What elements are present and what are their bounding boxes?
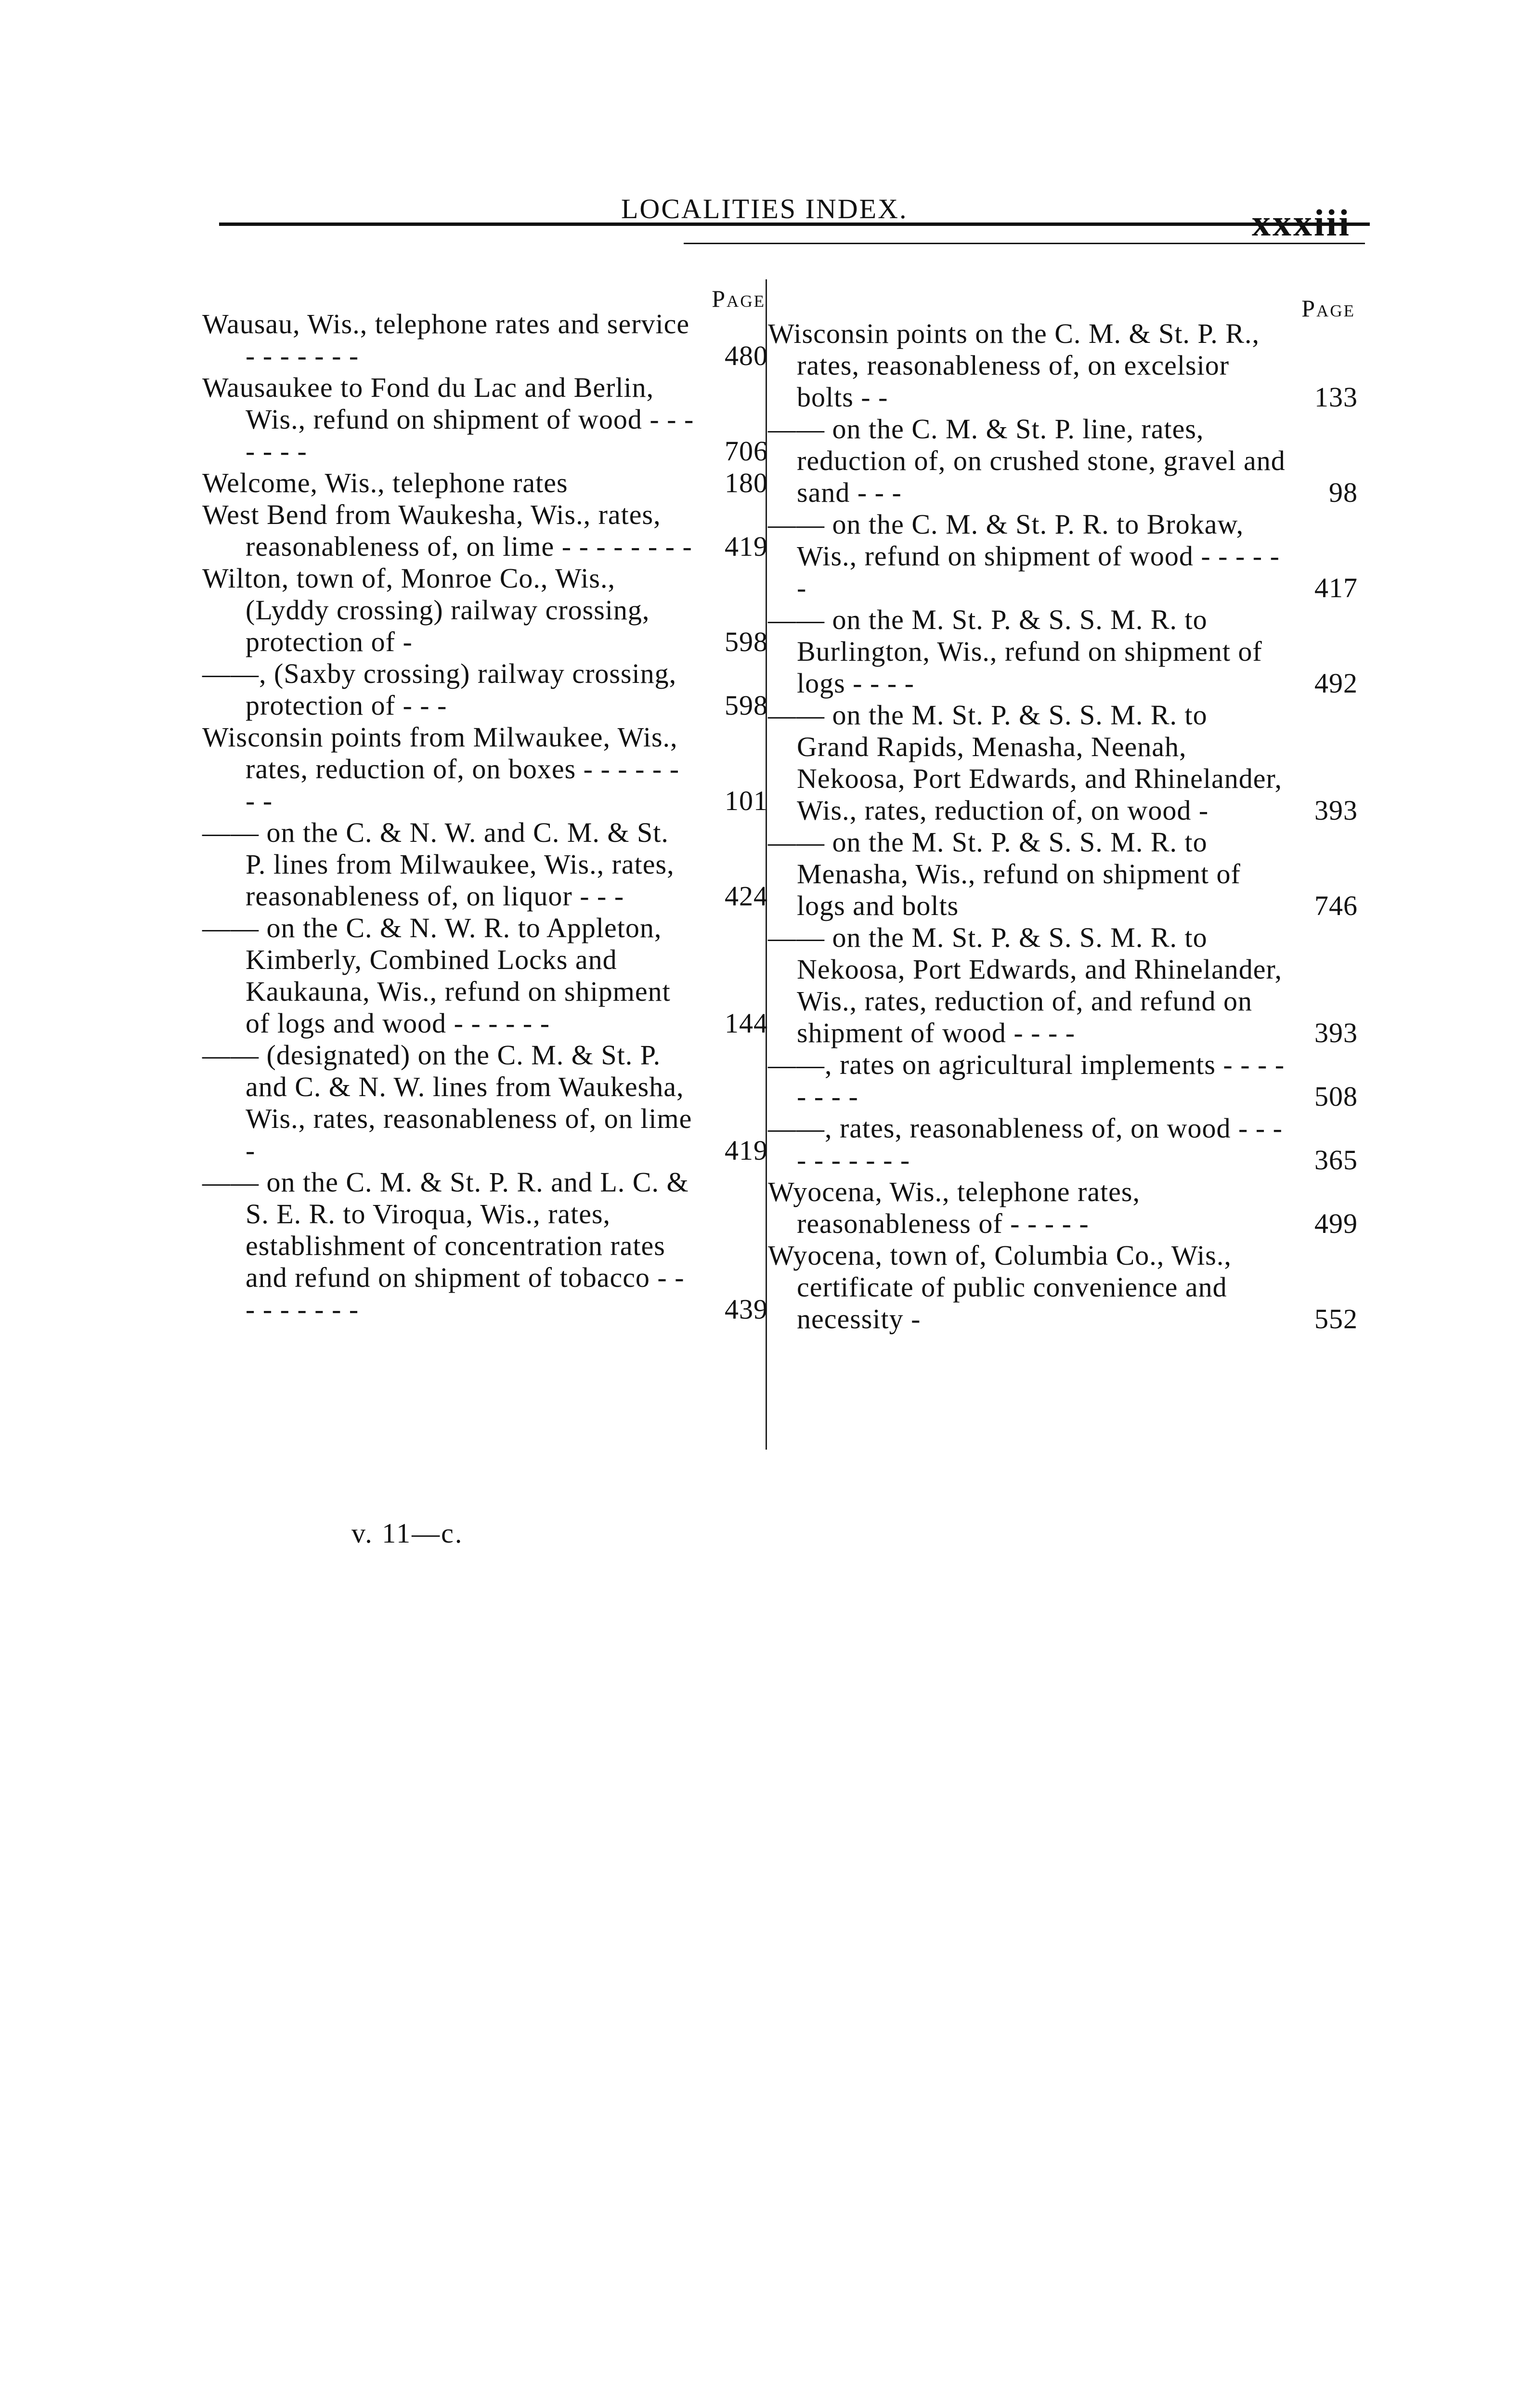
index-entry — [202, 499, 768, 563]
entry-text: West Bend from Waukesha, Wis., rates, reasonableness of, on lime - - - - - - - - — [202, 499, 692, 562]
entry-text: Wyocena, town of, Columbia Co., Wis., certificate of public convenience and necessity - — [768, 1240, 1232, 1335]
entry-text: Wausau, Wis., telephone rates and service - - - - - - - — [202, 308, 690, 371]
entry-page: 480 — [725, 340, 768, 371]
entry-text: —— on the M. St. P. & S. S. M. R. to Grand Rapids, Menasha, Neenah, Nekoosa, Port Edwards, and Rhinelander, Wis., rates, reduction of, on wood - — [768, 699, 1282, 826]
entry-text: —— on the C. M. & St. P. R. to Brokaw, Wis., refund on shipment of wood - - - - - - — [768, 509, 1280, 603]
entry-text: Wilton, town of, Monroe Co., Wis., (Lyddy crossing) railway crossing, protection of - — [202, 563, 650, 657]
index-entry — [202, 1166, 768, 1325]
entry-page: 508 — [1314, 1081, 1358, 1112]
entry-page: 552 — [1314, 1303, 1358, 1335]
entry-page: 598 — [725, 626, 768, 657]
right-column — [768, 289, 1358, 1335]
page-number: xxxiii — [1252, 202, 1351, 244]
entry-page: 746 — [1314, 890, 1358, 921]
entry-text: —— on the C. & N. W. R. to Appleton, Kimberly, Combined Locks and Kaukauna, Wis., refund on shipment of logs and wood - - - - - - — [202, 912, 671, 1039]
entry-page: 417 — [1314, 572, 1358, 603]
index-entry — [768, 1112, 1358, 1176]
index-entry — [202, 467, 768, 499]
index-entry — [768, 1049, 1358, 1112]
index-entry — [202, 372, 768, 467]
entry-text: Welcome, Wis., telephone rates — [202, 467, 568, 498]
index-entry — [202, 308, 768, 372]
entry-page: 180 — [725, 467, 768, 498]
entry-text: Wisconsin points from Milwaukee, Wis., rates, reduction of, on boxes - - - - - - - - — [202, 721, 680, 816]
signature-mark: v. 11—c. — [351, 1518, 464, 1549]
index-entry — [768, 413, 1358, 509]
entry-page: 393 — [1314, 795, 1358, 826]
index-entry — [202, 658, 768, 721]
entry-text: Wyocena, Wis., telephone rates, reasonableness of - - - - - — [768, 1176, 1140, 1239]
index-entry — [202, 563, 768, 658]
entry-page: 706 — [725, 435, 768, 467]
entry-text: —— (designated) on the C. M. & St. P. and C. & N. W. lines from Waukesha, Wis., rates, reasonableness of, on lime - — [202, 1039, 692, 1166]
entry-text: —— on the C. M. & St. P. R. and L. C. & S. E. R. to Viroqua, Wis., rates, establishment of concentration rates and refund on shipment of tobacco - - - - - - - - - — [202, 1166, 689, 1325]
page-column-label: Page — [1301, 295, 1355, 322]
index-entry — [768, 699, 1358, 826]
entry-text: —— on the M. St. P. & S. S. M. R. to Nekoosa, Port Edwards, and Rhinelander, Wis., rates, reduction of, and refund on shipment of wood - - - - — [768, 922, 1282, 1048]
index-entry — [202, 1039, 768, 1166]
index-entry — [202, 912, 768, 1039]
index-entry — [768, 826, 1358, 922]
index-entry — [768, 318, 1358, 413]
index-entry — [202, 721, 768, 817]
entry-page: 98 — [1329, 477, 1358, 508]
entry-page: 424 — [725, 880, 768, 912]
entry-page: 393 — [1314, 1017, 1358, 1048]
entry-page: 101 — [725, 785, 768, 816]
entry-page: 492 — [1314, 667, 1358, 699]
index-entry — [202, 817, 768, 912]
index-entry — [768, 509, 1358, 604]
entry-page: 439 — [725, 1294, 768, 1325]
index-entry — [768, 1240, 1358, 1335]
index-entry — [768, 922, 1358, 1049]
entry-text: Wausaukee to Fond du Lac and Berlin, Wis., refund on shipment of wood - - - - - - - — [202, 372, 694, 467]
page-column-label: Page — [712, 285, 766, 312]
entry-page: 133 — [1314, 381, 1358, 413]
running-head: LOCALITIES INDEX. — [621, 193, 908, 224]
entry-text: —— on the C. M. & St. P. line, rates, reduction of, on crushed stone, gravel and sand - - - — [768, 413, 1286, 508]
entry-page: 419 — [725, 1135, 768, 1166]
left-column — [202, 285, 768, 1325]
entry-text: —— on the M. St. P. & S. S. M. R. to Burlington, Wis., refund on shipment of logs - - - - — [768, 604, 1262, 699]
entry-text: ——, rates, reasonableness of, on wood - - - - - - - - - - — [768, 1112, 1283, 1176]
index-entry — [768, 1176, 1358, 1240]
entry-page: 365 — [1314, 1144, 1358, 1176]
entry-page: 419 — [725, 531, 768, 562]
entry-text: —— on the C. & N. W. and C. M. & St. P. lines from Milwaukee, Wis., rates, reasonableness of, on liquor - - - — [202, 817, 675, 912]
entry-text: —— on the M. St. P. & S. S. M. R. to Menasha, Wis., refund on shipment of logs and bolts — [768, 826, 1241, 921]
index-entry — [768, 604, 1358, 699]
entry-text: ——, rates on agricultural implements - - - - - - - - — [768, 1049, 1285, 1112]
entry-page: 499 — [1314, 1208, 1358, 1239]
entry-page: 598 — [725, 690, 768, 721]
entry-text: Wisconsin points on the C. M. & St. P. R., rates, reasonableness of, on excelsior bolts - - — [768, 318, 1260, 413]
entry-text: ——, (Saxby crossing) railway crossing, protection of - - - — [202, 658, 677, 721]
entry-page: 144 — [725, 1008, 768, 1039]
